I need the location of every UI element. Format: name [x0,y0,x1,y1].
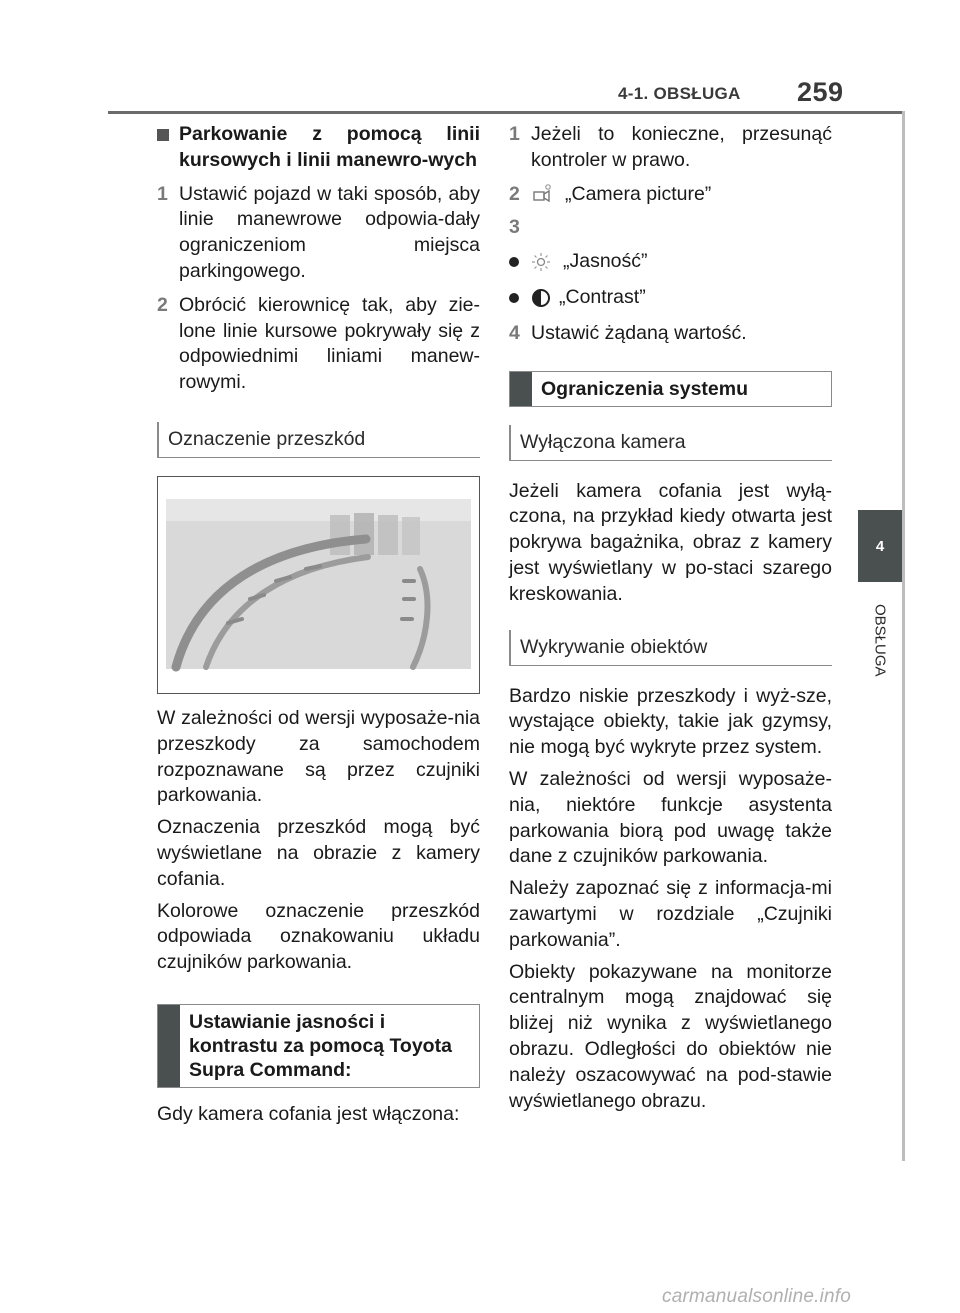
step-text-with-icon [531,182,711,208]
paragraph: Kolorowe oznaczenie przeszkód odpowiada oznakowaniu układu czujników parkowania. [157,899,480,974]
subheading-detection: Wykrywanie obiektów [509,630,832,666]
step-1 [509,122,832,174]
sun-icon [529,250,553,274]
camera-picture-icon [531,182,555,206]
bullet-contrast [509,285,832,311]
contrast-icon [529,286,553,310]
step-number: 2 [157,293,168,316]
box-heading-limitations [509,371,832,407]
step-2 [157,293,480,396]
paragraph: Jeżeli kamera cofania jest wyłą-czona, na przykład kiedy otwarta jest pokrywa bagażnika, obraz z kamery jest wyświetlany w po-staci szarego kreskowania. [509,479,832,605]
box-heading-bar [158,1005,180,1087]
chapter-number: 4 [875,537,885,555]
box-heading-text: Ustawianie jasności i kontrastu za pomocą Toyota Supra Command: [189,1010,452,1081]
section-heading [157,122,480,174]
section-title: 4-1. OBSŁUGA [618,84,741,103]
step-number: 4 [509,321,520,344]
step-1 [157,182,480,285]
side-rule [902,111,905,1161]
step-3 [509,215,832,241]
step-number: 2 [509,182,520,205]
step-text [531,215,832,241]
paragraph: Należy zapoznać się z informacja-mi zawartymi w rozdziale „Czujniki parkowania”. [509,877,832,951]
bullet-label: „Jasność” [563,250,648,273]
chapter-tab [858,510,902,582]
header-rule [108,111,903,114]
step-4 [509,321,832,347]
section-heading-text: Parkowanie z pomocą linii kursowych i linii manewro-wych [179,123,480,171]
bullet-dot [509,293,519,303]
camera-view-illustration [157,476,480,694]
step-text: Jeżeli to konieczne, przesunąć kontroler w prawo. [531,123,832,171]
camera-view-graphic [158,477,479,693]
bullet-dot [509,257,519,267]
step-text: Ustawić pojazd w taki sposób, aby linie manewrowe odpowia-dały ograniczeniom miejsca parkingowego. [179,182,480,282]
step-label: „Camera picture” [565,182,712,205]
bullet-brightness [509,249,832,275]
left-column [157,122,480,1134]
step-number: 1 [509,123,520,145]
subheading-obstacles: Oznaczenie przeszkód [157,422,480,458]
step-number: 3 [509,216,520,239]
step-number: 1 [157,182,168,205]
box-heading-text: Ograniczenia systemu [541,377,748,400]
box-heading-brightness [157,1004,480,1088]
subheading-camera-off: Wyłączona kamera [509,425,832,461]
paragraph: Bardzo niskie przeszkody i wyż-sze, wystające obiekty, takie jak gzymsy, nie mogą być wykryte przez system. [509,684,832,759]
page-number: 259 [797,77,844,107]
paragraph: Oznaczenia przeszkód mogą być wyświetlane na obrazie z kamery cofania. [157,816,480,890]
paragraph: W zależności od wersji wyposaże-nia, niektóre funkcje asystenta parkowania biorą pod uwagę także dane z czujników parkowania. [509,767,832,868]
step-text: Obrócić kierownicę tak, aby zie-lone linie kursowe pokrywały się z odpowiednimi liniami manew-rowymi. [179,293,480,394]
paragraph: W zależności od wersji wyposaże-nia przeszkody za samochodem rozpoznawane są przez czujniki parkowania. [157,706,480,807]
square-bullet-icon [157,129,169,141]
box-heading-bar [510,372,532,406]
paragraph: Gdy kamera cofania jest włączona: [157,1102,460,1125]
bullet-label: „Contrast” [559,285,646,308]
right-column [509,122,832,1120]
watermark: carmanualsonline.info [662,1286,852,1307]
paragraph: Obiekty pokazywane na monitorze centralnym mogą znajdować się bliżej niż wynika z wyświetlanego obrazu. Odległości do obiektów nie należy oszacowywać na pod-stawie wyświetlanego obrazu. [509,960,832,1112]
step-2 [509,182,832,208]
chapter-label: OBSŁUGA [871,603,889,677]
step-text: Ustawić żądaną wartość. [531,321,747,344]
